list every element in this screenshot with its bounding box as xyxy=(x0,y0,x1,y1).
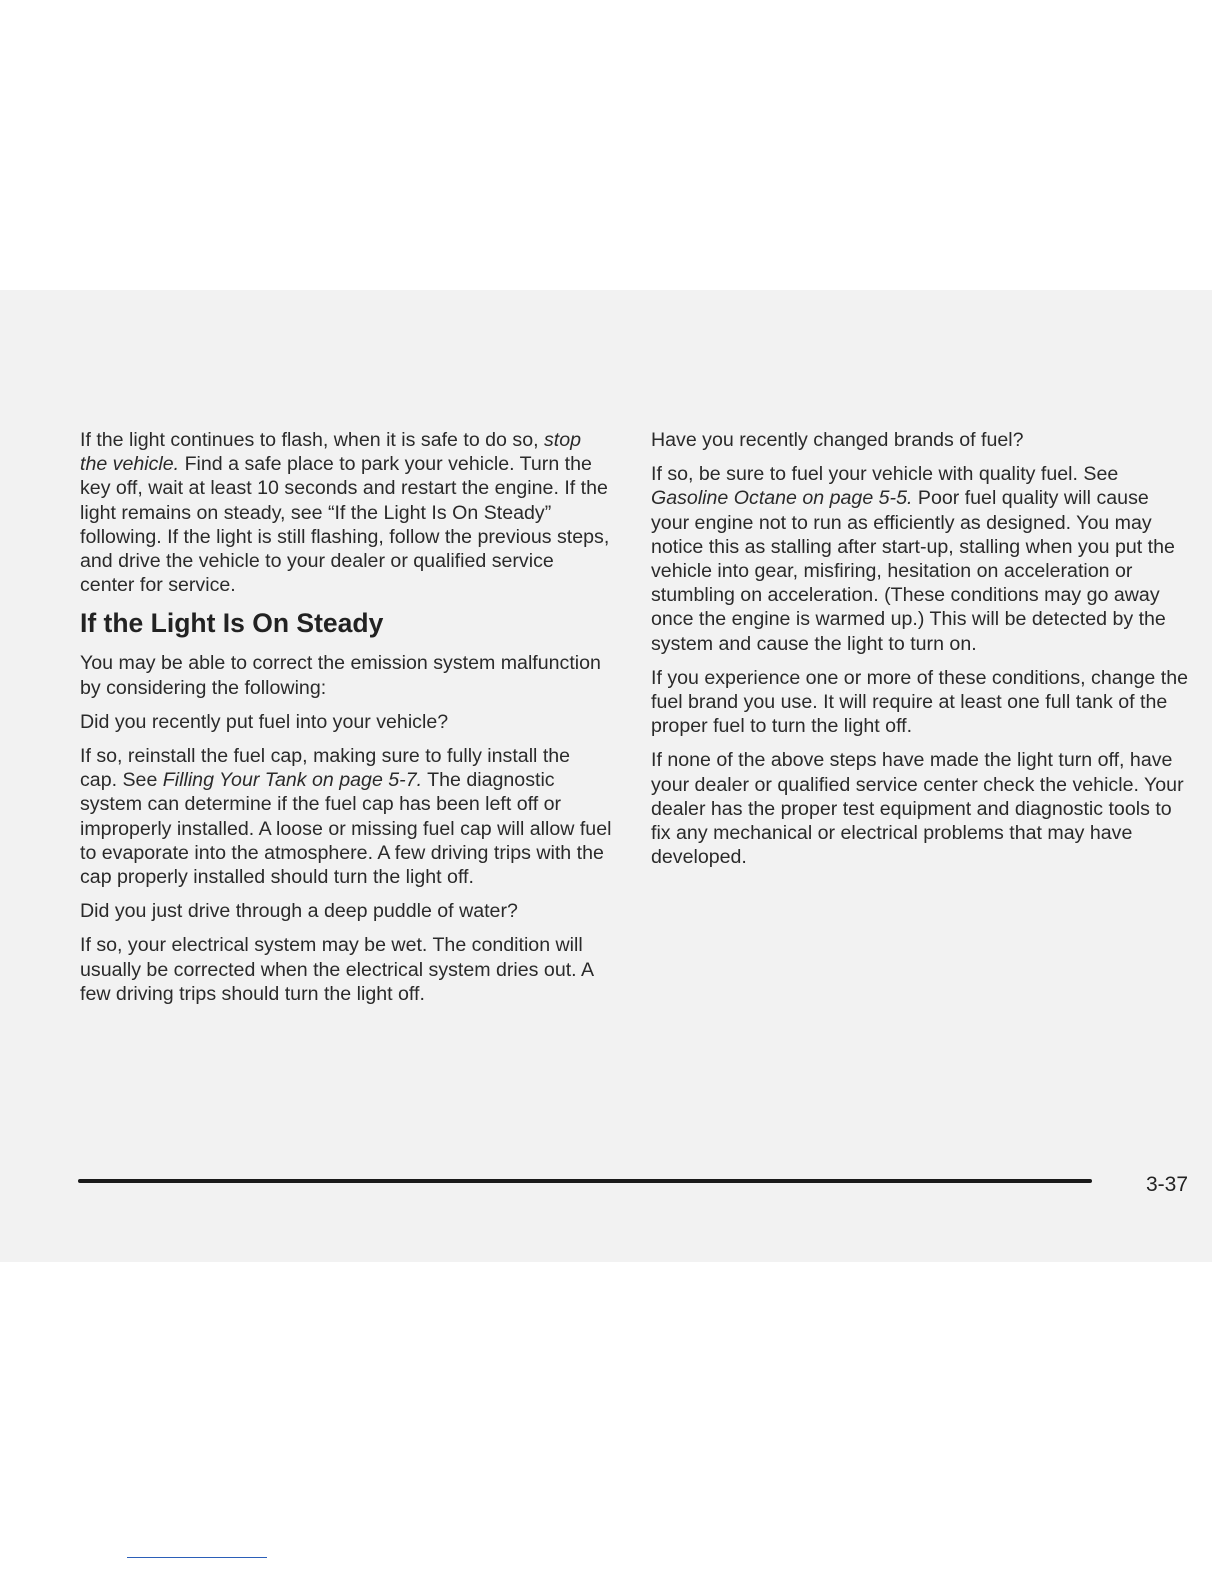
cross-reference-link[interactable]: Gasoline Octane on page 5-5. xyxy=(651,487,913,510)
paragraph-text: If the light continues to flash, when it is safe to do so, xyxy=(80,429,544,451)
paragraph-dealer: If none of the above steps have made the light turn off, have your dealer or qualified service center check the vehicle. Your dealer has the proper test equipment and diagnostic tools to fix any mechanical or electrical problems that may have developed. xyxy=(651,749,1184,869)
paragraph-fuel-cap xyxy=(80,744,612,889)
question-puddle: Did you just drive through a deep puddle of water? xyxy=(80,900,518,923)
emphasis-text: stop the vehicle. xyxy=(80,429,582,476)
paragraph-flashing-light xyxy=(80,428,612,597)
paragraph-text: Find a safe place to park your vehicle. Turn the key off, wait at least 10 seconds and restart the engine. If the light remains on steady, see “If the Light Is On Steady” following. If the light is still flashing, follow the previous steps, and drive the vehicle to your dealer or qualified service center for service. xyxy=(80,453,610,597)
page-number: 3-37 xyxy=(1146,1173,1189,1196)
left-column xyxy=(80,428,612,1016)
paragraph-conditions: If you experience one or more of these conditions, change the fuel brand you use. It will require at least one full tank of the proper fuel to turn the light off. xyxy=(651,666,1188,738)
bottom-divider xyxy=(127,1557,267,1558)
paragraph-intro: You may be able to correct the emission system malfunction by considering the following: xyxy=(80,652,601,699)
paragraph-text: The diagnostic system can determine if the fuel cap has been left off or improperly installed. A loose or missing fuel cap will allow fuel to evaporate into the atmosphere. A few driving trips with the cap properly installed should turn the light off. xyxy=(80,769,612,889)
section-heading: If the Light Is On Steady xyxy=(80,608,384,639)
cross-reference-link[interactable]: Filling Your Tank on page 5-7. xyxy=(162,769,423,792)
right-column xyxy=(651,428,1189,879)
paragraph-text: Poor fuel quality will cause your engine not to run as efficiently as designed. You may notice this as stalling after start-up, stalling when you put the vehicle into gear, misfiring, hesitation on acceleration or stumbling on acceleration. (These conditions may go away once the engine is warmed up.) This will be detected by the system and cause the light to turn on. xyxy=(651,487,1175,655)
question-fuel-brand: Have you recently changed brands of fuel? xyxy=(651,429,1024,451)
footer-rule xyxy=(78,1179,1092,1183)
paragraph-fuel-quality xyxy=(651,462,1189,656)
question-fuel-cap: Did you recently put fuel into your vehicle? xyxy=(80,710,449,733)
paragraph-electrical: If so, your electrical system may be wet. The condition will usually be corrected when the electrical system dries out. A few driving trips should turn the light off. xyxy=(80,934,593,1005)
paragraph-text: If so, be sure to fuel your vehicle with quality fuel. See xyxy=(651,463,1119,486)
paragraph-text: If so, reinstall the fuel cap, making sure to fully install the cap. See xyxy=(80,745,571,792)
